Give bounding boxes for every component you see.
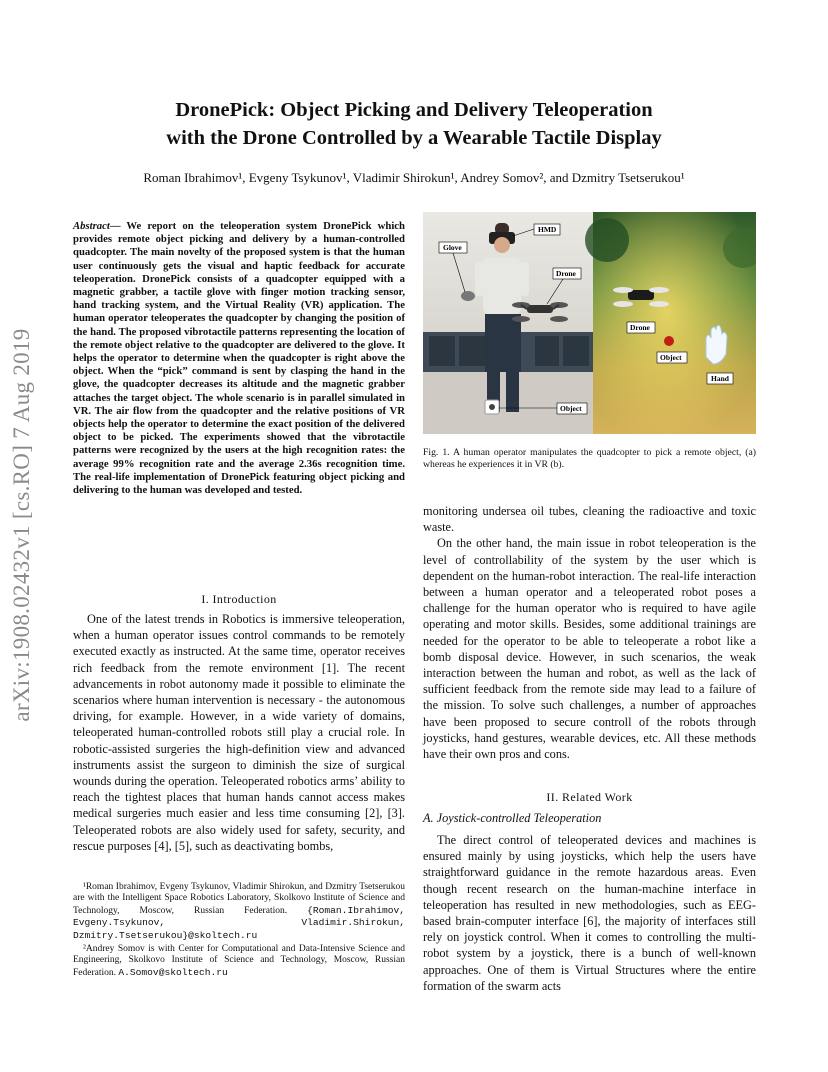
figure-caption: Fig. 1. A human operator manipulates the quadcopter to pick a remote object, (a) whereas he experiences it in VR (b). — [423, 447, 756, 470]
abstract-label: Abstract — [73, 220, 110, 232]
title-line-2: with the Drone Controlled by a Wearable Tactile Display — [166, 127, 662, 149]
related-work-body — [423, 832, 756, 994]
footnote-2-email: A.Somov@skoltech.ru — [118, 966, 228, 978]
abstract — [73, 220, 405, 497]
footnote-2: ²Andrey Somov is with Center for Computational and Data-Intensive Science and Engineering, Skolkovo Institute of Science and Technology, Moscow, Russian Federation. A.Somov@skoltech.ru — [73, 944, 405, 978]
title-line-1: DronePick: Object Picking and Delivery Teleoperation — [175, 99, 653, 121]
section-heading-related-work: II. Related Work — [546, 790, 633, 804]
section-heading-introduction: I. Introduction — [201, 592, 277, 606]
introduction-body — [73, 611, 405, 854]
label-hand: Hand — [711, 374, 729, 383]
intro-paragraph: One of the latest trends in Robotics is immersive teleoperation, when a human operator issues control commands to be remotely executed exactly as instructed. At the same time, operator receives rich feedback from the remote environment [1]. The recent advancements in robot autonomy made it possible to eliminate the scenarios where human intervention is necessary - the autonomous driving, for example. However, in a wide variety of domains, teleoperated human-controlled robots still play a crucial role. In robotic-assisted surgeries the high-definition view and advanced instruments assist the surgeon to diminish the size of surgical wounds during the operation. Teleoperated robotics arms’ ability to reach the tightest places that human hands cannot access makes medical surgeries much easier and less time consuming [2], [3]. Teleoperated robots are also widely used for safety, security, and rescue purposes [4], [5], such as deactivating bombs, — [73, 612, 405, 853]
label-drone-right: Drone — [630, 323, 650, 332]
arxiv-stamp: arXiv:1908.02432v1 [cs.RO] 7 Aug 2019 — [9, 328, 34, 722]
label-hmd: HMD — [538, 225, 557, 234]
subsection-heading-joystick: A. Joystick-controlled Teleoperation — [423, 811, 602, 825]
author-list: Roman Ibrahimov¹, Evgeny Tsykunov¹, Vladimir Shirokun¹, Andrey Somov², and Dzmitry Tsetserukou¹ — [143, 170, 685, 185]
label-object-right: Object — [660, 353, 682, 362]
figure-1 — [423, 212, 756, 434]
label-object-left: Object — [560, 404, 582, 413]
footnotes — [73, 882, 405, 981]
real-photo-panel — [423, 212, 593, 434]
paper-title — [60, 96, 768, 152]
right-column-body — [423, 503, 756, 762]
footnote-1-emails: {Roman.Ibrahimov, Evgeny.Tsykunov, Vladimir.Shirokun, Dzmitry.Tsetserukou}@skoltech.ru — [73, 904, 406, 941]
vr-scene-panel — [585, 212, 756, 434]
abstract-text: — We report on the teleoperation system DronePick which provides remote object picking and delivery by a human-controlled quadcopter. The main novelty of the proposed system is that the human user continuously gets the visual and haptic feedback for accurate teleoperation. DronePick consists of a quadcopter equipped with a magnetic grabber, a tactile glove with finger motion tracking sensor, hand tracking system, and the Virtual Reality (VR) application. The human operator teleoperates the quadcopter by changing the position of the hand. The proposed vibrotactile patterns representing the location of the remote object relative to the quadcopter are delivered to the glove. It helps the operator to determine when the quadcopter is right above the object. When the “pick” command is sent by clasping the hand in the glove, the quadcopter decreases its altitude and the magnetic grabber attaches the target object. The whole scenario is in parallel simulated in VR. The air flow from the quadcopter and the relative positions of VR objects help the operator to determine the exact position of the delivered object to be picked. The experiments showed that the vibrotactile patterns were recognized by the users at the high recognition rates: the average 99% recognition rate and the average 2.36s recognition time. The real-life implementation of DronePick featuring object picking and delivering to the human was developed and tested. — [73, 220, 405, 497]
label-drone-left: Drone — [556, 269, 576, 278]
label-glove: Glove — [443, 243, 462, 252]
right-paragraph-2: On the other hand, the main issue in robot teleoperation is the level of controllability of the system by the user which is dependent on the human-robot interaction. The real-life interaction between a human operator and a teleoperated robot poses a challenge for the human operator who is required to have agile operating and motor skills. Besides, some additional trainings are needed for the operator to be able to teleoperate a robot like a bomb disposal device. However, in such scenarios, the weak interaction between the human and robot, as well as the lack of sufficient feedback from the remote side may lead to a failure of the mission. To solve such challenges, a number of approaches have been proposed to secure controll of the robots through joysticks, hand gestures, wearable devices, etc. All these methods have their own pros and cons. — [423, 536, 756, 762]
right-paragraph-3: The direct control of teleoperated devices and machines is ensured mainly by using joysticks, which help the users have straightforward guidance in the remote hazardous areas. Even though recent research on the human-machine interface in teleoperation has resulted in new methodologies, such as EEG-based brain-computer interface [6], the majority of interfaces still rely on joystick control. When it comes to controlling the multi-robot system by a joystick, there is a bunch of well-known approaches. One of them is Virtual Structures where the entire formation of the swarm acts — [423, 833, 756, 993]
apple-object — [664, 336, 674, 346]
footnote-1: ¹Roman Ibrahimov, Evgeny Tsykunov, Vladimir Shirokun, and Dzmitry Tsetserukou are with the Intelligent Space Robotics Laboratory, Skolkovo Institute of Science and Technology, Moscow, Russian Federation. {Roman.Ibrahimov, Evgeny.Tsykunov, Vladimir.Shirokun, Dzmitry.Tsetserukou}@skoltech.ru — [73, 882, 406, 941]
right-paragraph-1: monitoring undersea oil tubes, cleaning the radioactive and toxic waste. — [423, 504, 756, 535]
